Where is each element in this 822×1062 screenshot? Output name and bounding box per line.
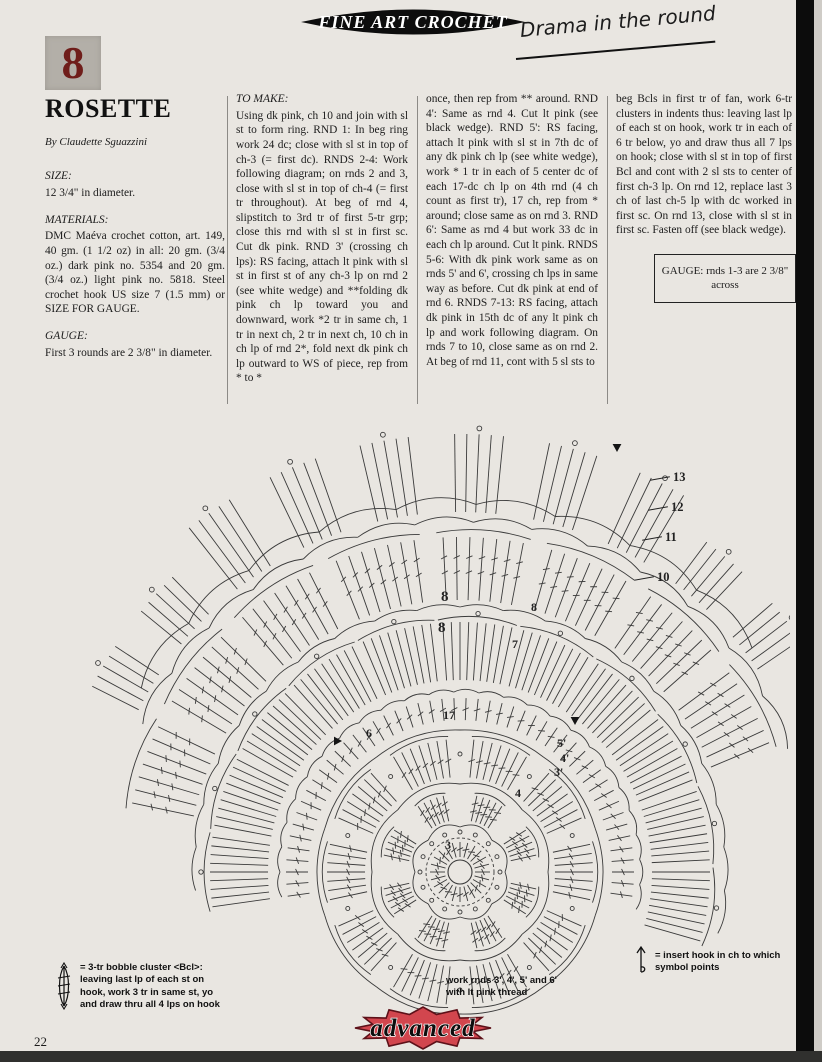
round-label-13: 13 bbox=[650, 470, 686, 485]
page-number: 22 bbox=[34, 1034, 47, 1049]
scan-edge-right bbox=[796, 0, 814, 1062]
size-text: 12 3/4" in diameter. bbox=[45, 187, 136, 200]
diagram-label: 17 bbox=[443, 708, 455, 722]
scan-edge-right-light bbox=[814, 0, 822, 1062]
materials-label: MATERIALS: bbox=[45, 213, 109, 226]
diagram-label: 6 bbox=[366, 726, 372, 740]
byline: By Claudette Sguazzini bbox=[45, 136, 148, 149]
gauge-text: First 3 rounds are 2 3/8" in diameter. bbox=[45, 346, 213, 359]
diagram-label: 5' bbox=[557, 736, 567, 750]
diagram-label: 3 bbox=[445, 838, 451, 852]
instructions-column-2 bbox=[426, 92, 598, 371]
issue-number-badge bbox=[45, 36, 101, 90]
difficulty-label: advanced bbox=[370, 1015, 476, 1042]
size-label: SIZE: bbox=[45, 170, 72, 183]
instructions-text: beg Bcls in first tr of fan, work 6-tr clusters in indents thus: leaving last lp of each st on hook, work tr in each of 6 tr below, yo and draw thus all 7 lps on hook; close with sl st in top of first Bcl and cont with 2 sl sts to center of first ch-3 lp. On rnd 12, replace last 3 ch of last ch-5 lp with dc worked in first sc. On rnd 13, close with sl st in first sc. Fasten off (see black wedge). bbox=[616, 93, 792, 237]
tagline: Drama in the round bbox=[518, 0, 717, 42]
diagram-label: 4 bbox=[515, 786, 521, 800]
tomake-label: TO MAKE: bbox=[236, 93, 289, 105]
magazine-title: FINE ART CROCHET bbox=[318, 12, 508, 32]
leader-line bbox=[650, 476, 670, 480]
diagram-label: 4' bbox=[560, 751, 570, 765]
round-label-10: 10 bbox=[634, 570, 670, 585]
scan-edge-bottom bbox=[0, 1051, 822, 1062]
round-label-11: 11 bbox=[642, 530, 677, 545]
leader-line bbox=[634, 576, 654, 580]
gauge-box: GAUGE: rnds 1-3 are 2 3/8" across bbox=[654, 254, 796, 303]
materials-text: DMC Maéva crochet cotton, art. 149, 40 gm. (1 1/2 oz) in all: 20 gm. (3/4 oz.) dark pink no. 5354 and 20 gm. (3/4 oz.) light pink no. 5818. Steel crochet hook US size 7 (1.5 mm) or SIZE FOR GAUGE. bbox=[45, 230, 225, 316]
instructions-column-3 bbox=[616, 92, 792, 303]
diagram-label: 8 bbox=[441, 589, 449, 605]
column-divider bbox=[227, 96, 228, 404]
leader-line bbox=[642, 536, 662, 540]
instructions-text: Using dk pink, ch 10 and join with sl st to form ring. RND 1: In beg ring work 24 dc; close with sl st in top of ch-3 (= first dc). RNDS 2-4: Work following diagram; on rnds 2 and 3, close with sl st in top of ch-4 (= first tr throughout). At beg of rnd 4, slipstitch to 3rd tr of first 5-tr grp; close this rnd with sl st in first sc. Cut dk pink. RND 3' (crossing ch lps): RS facing, attach lt pink with sl st in first st of any ch-3 lp on rnd 2 (see white wedge) and **folding dk pink ch lp toward you and downward, work *2 tr in same ch, 1 tr in next ch, 2 tr in next ch, 10 ch in ch lp of rnd 2*, fold next dk pink ch lp outward to WS of piece, rep from * to * bbox=[236, 109, 408, 385]
issue-number: 8 bbox=[61, 37, 85, 88]
column-divider bbox=[607, 96, 608, 404]
instructions-text: once, then rep from ** around. RND 4': Same as rnd 4. Cut lt pink (see black wedge). RND 5': RS facing, attach lt pink with sl st in 7th dc of any dk pink ch lp (see white wedge), work * 1 tr in each of 5 center dc of each 17-dc ch lp on 4th rnd (4 ch count as first tr), 17 ch, rep from * around; close same as on rnd 3. RND 6': Same as rnd 4 but work 33 dc in each ch lp around. Cut lt pink. RNDS 5-6: With dk pink work same as on rnds 5' and 6', crossing ch lps in same way as before. Cut dk pink at end of rnd 6. RNDS 7-13: RS facing, attach dk pink in 15th dc of any lt pink ch lp and work following diagram. On rnds 7 to 10, close same as on rnd 2. At beg of rnd 11, cont with 5 sl sts to bbox=[426, 93, 598, 368]
advanced-starburst bbox=[352, 1005, 494, 1051]
insert-hook-arrow-icon bbox=[633, 944, 649, 978]
bobble-legend: = 3-tr bobble cluster <Bcl>: leaving last lp of each st on hook, work 3 tr in same st, yo and draw thru all 4 lps on hook bbox=[80, 962, 220, 1011]
banner bbox=[297, 6, 529, 40]
pattern-info-column bbox=[45, 92, 225, 362]
round-label-12: 12 bbox=[648, 500, 684, 515]
diagram-label: 8 bbox=[531, 600, 537, 614]
instructions-column-1 bbox=[236, 92, 408, 388]
pink-thread-note: work rnds 3', 4', 5' and 6' with lt pink thread bbox=[446, 975, 557, 999]
tagline-underline bbox=[516, 41, 715, 60]
crochet-diagram bbox=[90, 420, 790, 1020]
diagram-label: 8 bbox=[438, 620, 446, 636]
bobble-cluster-icon bbox=[52, 962, 76, 1010]
diagram-label: 7 bbox=[512, 637, 518, 651]
column-divider bbox=[417, 96, 418, 404]
gauge-label: GAUGE: bbox=[45, 329, 88, 342]
leader-line bbox=[648, 506, 668, 510]
diagram-label: 3' bbox=[554, 765, 564, 779]
pattern-title: ROSETTE bbox=[45, 94, 172, 123]
hook-legend: = insert hook in ch to which symbol points bbox=[655, 950, 781, 974]
